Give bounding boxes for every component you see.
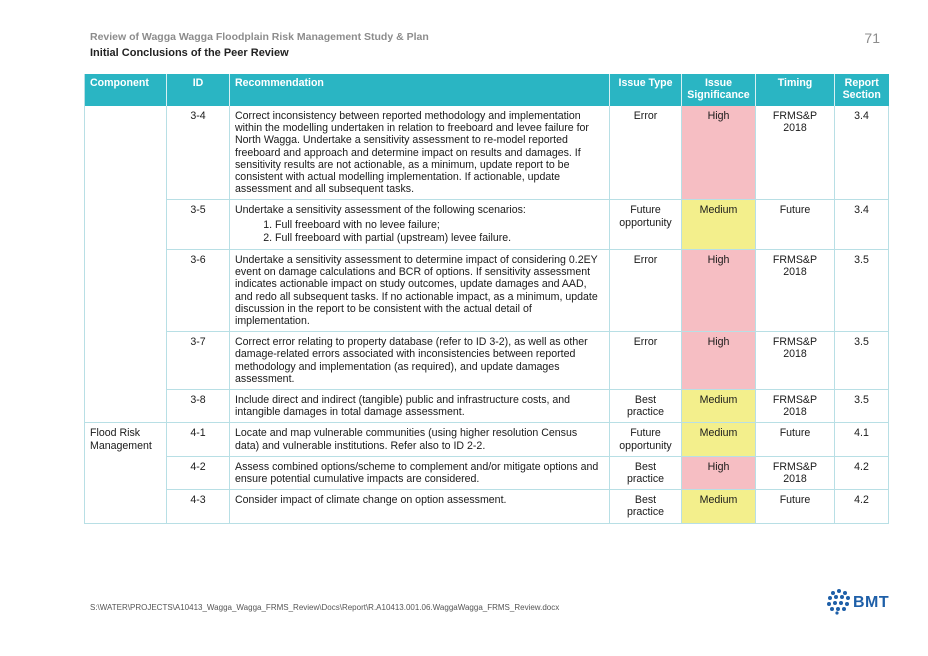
recommendation-text: Assess combined options/scheme to complement and/or mitigate options and ensure potential cumulative impacts are considered.: [235, 460, 599, 486]
cell-component: [85, 250, 167, 332]
table-header-row: [85, 74, 889, 106]
recommendation-text: Consider impact of climate change on option assessment.: [235, 494, 507, 507]
bmt-logo: [824, 586, 898, 620]
cell-timing: FRMS&P 2018: [756, 456, 835, 489]
cell-id: 4-2: [167, 456, 230, 489]
table-row: [85, 390, 889, 423]
cell-issue-significance: High: [682, 106, 756, 200]
col-header-issue-type: Issue Type: [610, 74, 682, 106]
cell-component: [85, 456, 167, 489]
logo-text: BMT: [853, 594, 890, 611]
cell-report-section: 4.2: [835, 456, 889, 489]
cell-id: 3-6: [167, 250, 230, 332]
scenario-list-item: 2. Full freeboard with partial (upstream) levee failure.: [275, 232, 604, 244]
page-number: 71: [864, 30, 880, 46]
cell-issue-type: Future opportunity: [610, 200, 682, 250]
recommendation-text: Locate and map vulnerable communities (using higher resolution Census data) and vulnerable institutions. Refer also to ID 2-2.: [235, 427, 578, 452]
cell-timing: Future: [756, 490, 835, 523]
section-subtitle: Initial Conclusions of the Peer Review: [90, 47, 289, 59]
cell-recommendation: [230, 423, 610, 456]
cell-id: 4-1: [167, 423, 230, 456]
document-title: Review of Wagga Wagga Floodplain Risk Management Study & Plan: [90, 31, 429, 43]
recommendation-text: Correct error relating to property database (refer to ID 3-2), as well as other damage-related errors associated with inconsistencies between reported methodology and implementation (as required), and update damages assessment.: [235, 336, 588, 385]
table-row: [85, 490, 889, 523]
cell-component: [85, 332, 167, 390]
cell-timing: FRMS&P 2018: [756, 390, 835, 423]
cell-report-section: 3.5: [835, 250, 889, 332]
cell-recommendation: [230, 106, 610, 200]
cell-issue-significance: High: [682, 250, 756, 332]
cell-report-section: 4.1: [835, 423, 889, 456]
col-header-timing: Timing: [756, 74, 835, 106]
file-path: S:\WATER\PROJECTS\A10413_Wagga_Wagga_FRMS_Review\Docs\Report\R.A10413.001.06.WaggaWagga_FRMS_Review.docx: [90, 603, 560, 612]
table-row: [85, 106, 889, 200]
cell-report-section: 3.4: [835, 200, 889, 250]
cell-issue-significance: Medium: [682, 390, 756, 423]
cell-id: 3-8: [167, 390, 230, 423]
col-header-report-section: Report Section: [835, 74, 889, 106]
cell-report-section: 4.2: [835, 490, 889, 523]
cell-issue-type: Best practice: [610, 456, 682, 489]
cell-report-section: 3.4: [835, 106, 889, 200]
cell-timing: FRMS&P 2018: [756, 332, 835, 390]
table-row: [85, 250, 889, 332]
cell-issue-significance: High: [682, 456, 756, 489]
cell-recommendation: [230, 456, 610, 489]
recommendations-table: [84, 74, 889, 524]
cell-report-section: 3.5: [835, 390, 889, 423]
cell-issue-significance: Medium: [682, 423, 756, 456]
cell-id: 3-5: [167, 200, 230, 250]
cell-component: [85, 490, 167, 523]
table-row: [85, 200, 889, 250]
cell-issue-type: Error: [610, 332, 682, 390]
cell-component: [85, 390, 167, 423]
cell-recommendation: [230, 332, 610, 390]
cell-issue-type: Best practice: [610, 390, 682, 423]
cell-issue-type: Best practice: [610, 490, 682, 523]
table-row: [85, 456, 889, 489]
cell-timing: Future: [756, 200, 835, 250]
cell-component: Flood Risk Management: [85, 423, 167, 456]
table-body: [85, 106, 889, 523]
table-row: [85, 332, 889, 390]
cell-issue-type: Error: [610, 250, 682, 332]
cell-recommendation: [230, 490, 610, 523]
col-header-id: ID: [167, 74, 230, 106]
table-row: [85, 423, 889, 456]
cell-timing: Future: [756, 423, 835, 456]
cell-report-section: 3.5: [835, 332, 889, 390]
cell-timing: FRMS&P 2018: [756, 250, 835, 332]
cell-recommendation: [230, 250, 610, 332]
cell-id: 3-4: [167, 106, 230, 200]
scenario-list: [235, 219, 604, 244]
cell-component: [85, 200, 167, 250]
cell-recommendation: [230, 390, 610, 423]
cell-issue-type: Future opportunity: [610, 423, 682, 456]
recommendation-text: Undertake a sensitivity assessment of the following scenarios:: [235, 204, 526, 217]
recommendation-text: Include direct and indirect (tangible) public and infrastructure costs, and intangible damages in total damage assessment.: [235, 394, 571, 419]
cell-issue-significance: Medium: [682, 490, 756, 523]
cell-recommendation: [230, 200, 610, 250]
cell-id: 3-7: [167, 332, 230, 390]
cell-issue-significance: High: [682, 332, 756, 390]
col-header-recommendation: Recommendation: [230, 74, 610, 106]
scenario-list-item: 1. Full freeboard with no levee failure;: [275, 219, 604, 231]
cell-issue-significance: Medium: [682, 200, 756, 250]
recommendations-table-wrapper: [84, 74, 888, 524]
col-header-component: Component: [85, 74, 167, 106]
col-header-issue-significance: Issue Significance: [682, 74, 756, 106]
recommendation-text: Undertake a sensitivity assessment to determine impact of considering 0.2EY event on damage calculations and BCR of options. If sensitivity assessment indicates actionable impact on study outcomes, update damages and AAD, and redo all subsequent tasks. If no actionable impact, as a minimum, update discussion in the report to be consistent with the actual detail of implementation.: [235, 254, 598, 328]
cell-issue-type: Error: [610, 106, 682, 200]
cell-timing: FRMS&P 2018: [756, 106, 835, 200]
cell-component: [85, 106, 167, 200]
recommendation-text: Correct inconsistency between reported methodology and implementation within the modelling undertaken in relation to freeboard and levee failure for North Wagga. Undertake a sensitivity assessment to re-model reported freeboard and approach and determine impact on results and damages. If sensitivity results are not actionable, as a minimum, update report to be consistent with actual modelling implementation. If actionable, update assessment and all subsequent tasks.: [235, 110, 589, 196]
cell-id: 4-3: [167, 490, 230, 523]
globe-icon: [824, 586, 854, 616]
